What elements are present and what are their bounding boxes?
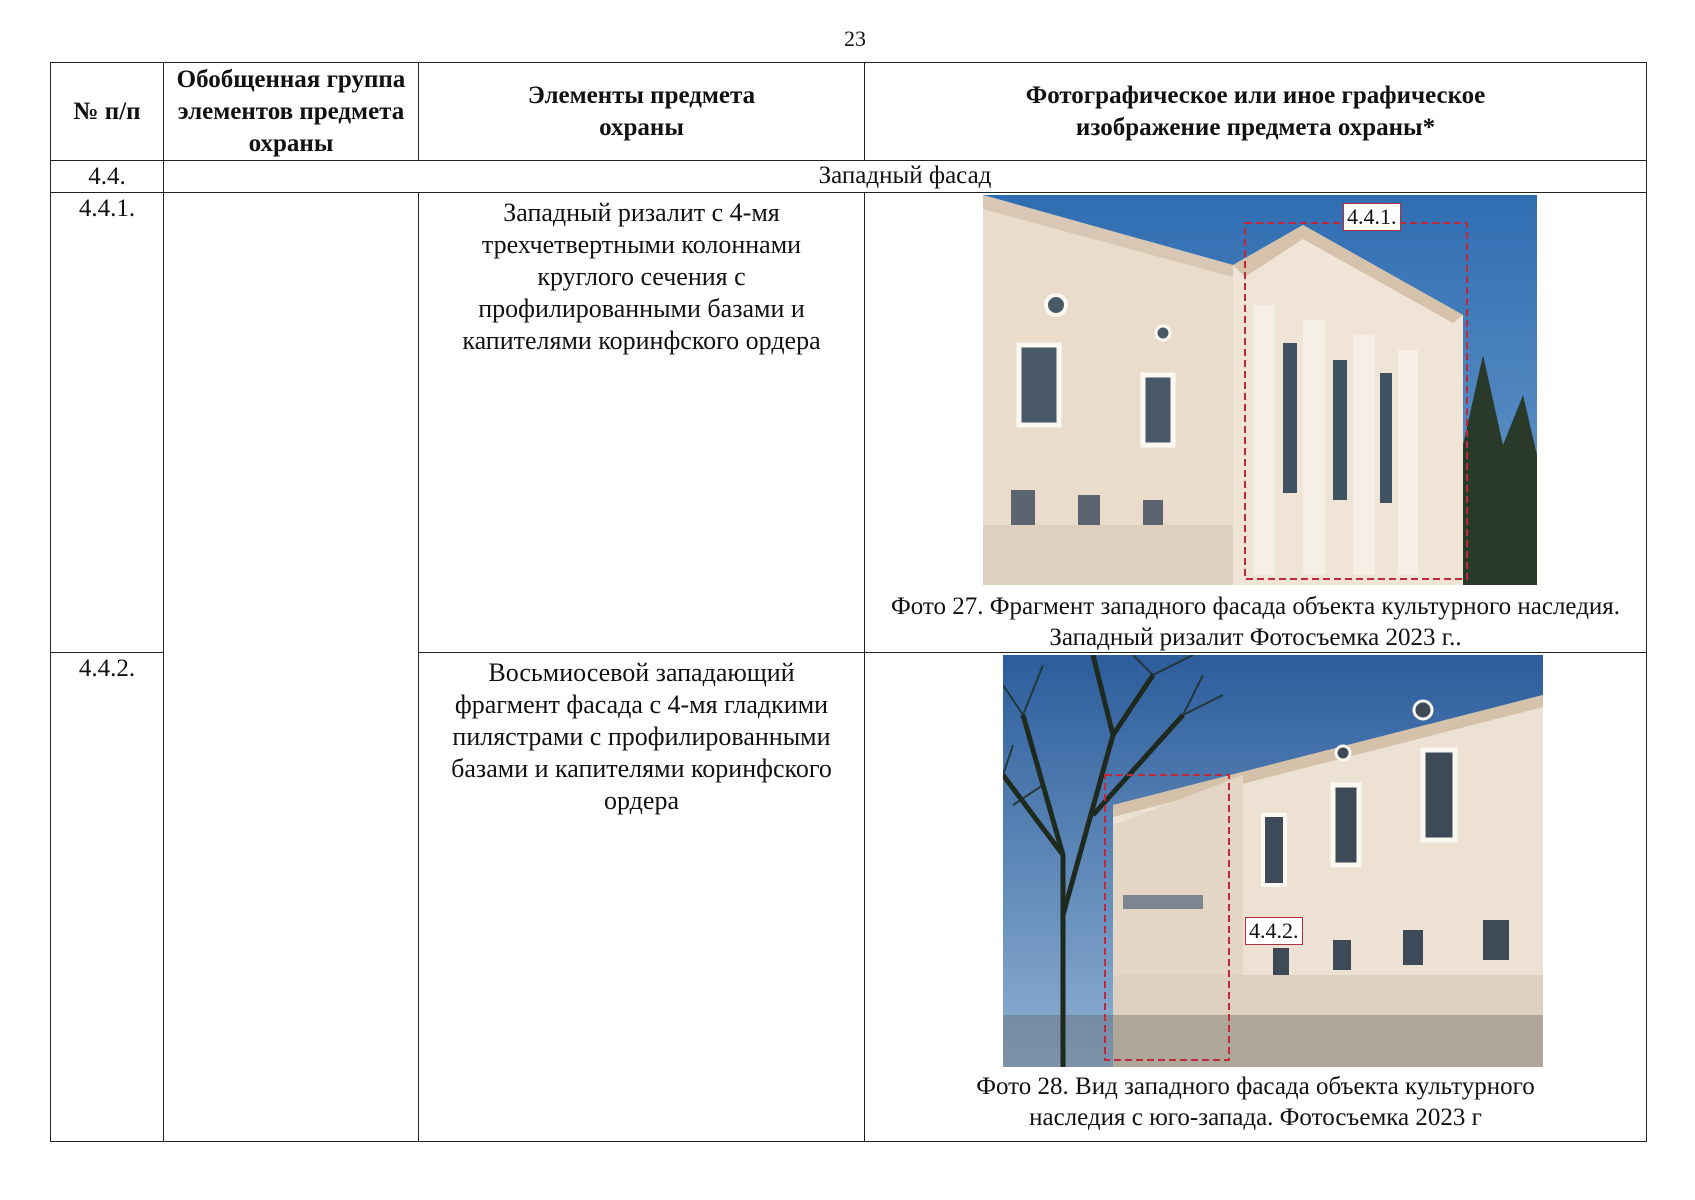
protection-table xyxy=(50,62,1646,1142)
row-element-description: Западный ризалит с 4-мя трехчетвертными колоннами круглого сечения с профилированными базами и капителями коринфского ордера xyxy=(419,193,865,653)
building-west-risalit-image xyxy=(983,195,1537,585)
photo-27 xyxy=(983,195,1537,585)
section-row xyxy=(51,161,1647,193)
header-number: № п/п xyxy=(51,63,164,161)
photo-marker-label: 4.4.1. xyxy=(1343,203,1401,231)
row-number: 4.4.2. xyxy=(51,653,164,1142)
photo-marker-label: 4.4.2. xyxy=(1245,917,1303,945)
photo-cell xyxy=(865,653,1647,1142)
building-southwest-view-image xyxy=(1003,655,1543,1067)
row-element-description: Восьмиосевой западающий фрагмент фасада с 4-мя гладкими пилястрами с профилированными базами и капителями коринфского ордера xyxy=(419,653,865,1142)
table-header-row xyxy=(51,63,1647,161)
photo-28 xyxy=(1003,655,1543,1067)
row-number: 4.4.1. xyxy=(51,193,164,653)
section-title: Западный фасад xyxy=(164,161,1647,193)
row-group xyxy=(164,193,419,1142)
page-number: 23 xyxy=(844,26,866,51)
photo-caption: Фото 28. Вид западного фасада объекта культурного наследия с юго-запада. Фотосъемка 2023 г xyxy=(976,1073,1535,1131)
table-row xyxy=(51,193,1647,653)
section-number: 4.4. xyxy=(51,161,164,193)
header-image: Фотографическое или иное графическое изображение предмета охраны* xyxy=(865,63,1647,161)
photo-cell xyxy=(865,193,1647,653)
header-group: Обобщенная группа элементов предмета охраны xyxy=(164,63,419,161)
photo-caption: Фото 27. Фрагмент западного фасада объекта культурного наследия. Западный ризалит Фотосъемка 2023 г.. xyxy=(890,593,1621,651)
header-elements: Элементы предмета охраны xyxy=(419,63,865,161)
